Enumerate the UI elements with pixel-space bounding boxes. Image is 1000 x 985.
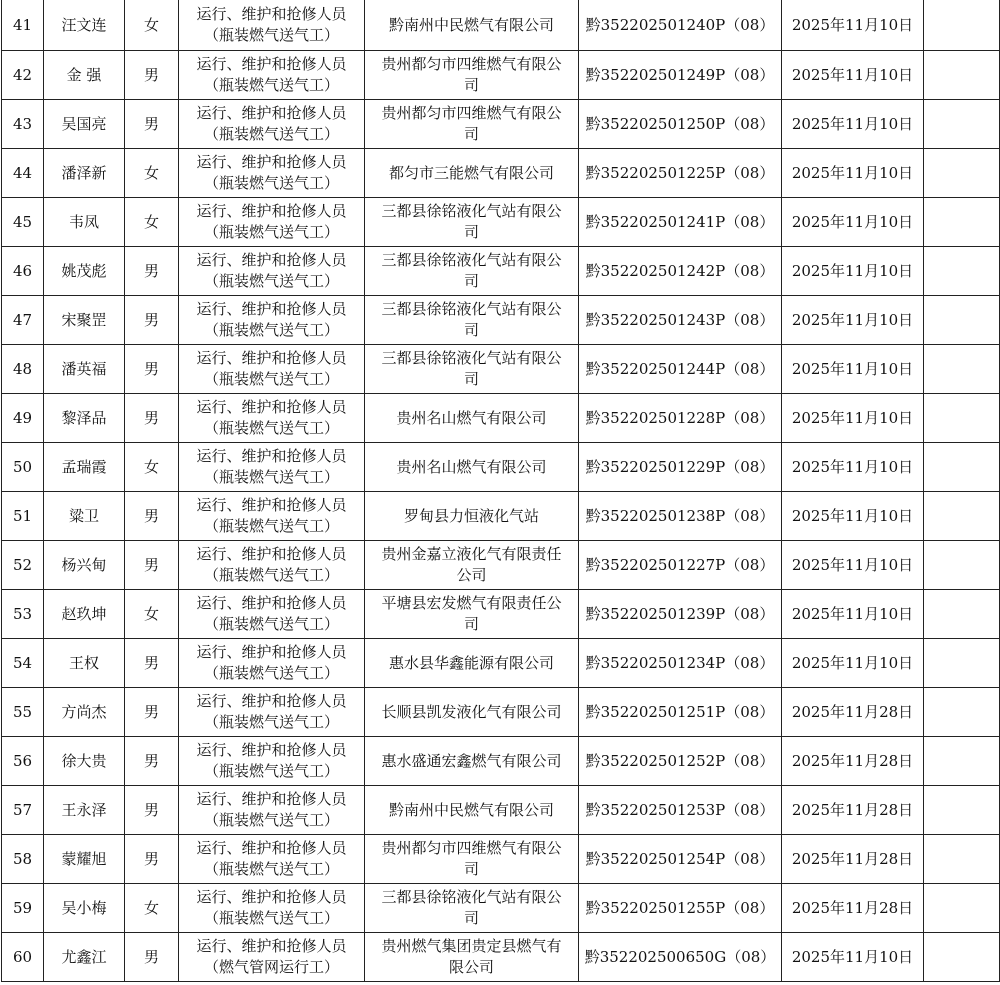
- gender-cell: 女: [125, 590, 179, 639]
- job-category: [179, 100, 365, 149]
- issue-date: 2025年11月10日: [782, 247, 924, 296]
- job-category-line2: （瓶装燃气送气工）: [203, 909, 339, 927]
- employer-line2: 司: [463, 76, 479, 94]
- job-category-line2: （瓶装燃气送气工）: [203, 419, 339, 437]
- job-category-line1: 运行、维护和抢修人员: [196, 153, 347, 171]
- employer-name: [365, 296, 579, 345]
- certificate-number: 黔352202501252P（08）: [579, 737, 782, 786]
- employer-line1: 黔南州中民燃气有限公司: [388, 15, 554, 34]
- employer-name: [365, 247, 579, 296]
- employer-name: [365, 590, 579, 639]
- job-category: [179, 835, 365, 884]
- employer-line1: 三都县徐铭液化气站有限公: [381, 251, 562, 269]
- remark-cell: [924, 590, 1000, 639]
- gender-cell: 女: [125, 198, 179, 247]
- person-name: 王永泽: [44, 786, 125, 835]
- issue-date: 2025年11月10日: [782, 541, 924, 590]
- employer-line1: 贵州金嘉立液化气有限责任: [381, 545, 562, 563]
- job-category: [179, 345, 365, 394]
- row-number: 57: [2, 786, 44, 835]
- certificate-number: 黔352202501234P（08）: [579, 639, 782, 688]
- employer-line1: 贵州都匀市四维燃气有限公: [381, 55, 562, 73]
- job-category-line1: 运行、维护和抢修人员: [196, 643, 347, 661]
- issue-date: 2025年11月10日: [782, 590, 924, 639]
- certificate-number: 黔352202501241P（08）: [579, 198, 782, 247]
- row-number: 49: [2, 394, 44, 443]
- employer-line1: 惠水县华鑫能源有限公司: [388, 653, 554, 672]
- employer-line2: 司: [463, 125, 479, 143]
- certificate-number: 黔352202501239P（08）: [579, 590, 782, 639]
- person-name: 杨兴甸: [44, 541, 125, 590]
- job-category: [179, 247, 365, 296]
- person-name: 方尚杰: [44, 688, 125, 737]
- issue-date: 2025年11月28日: [782, 835, 924, 884]
- remark-cell: [924, 345, 1000, 394]
- gender-cell: 男: [125, 394, 179, 443]
- employer-name: [365, 492, 579, 541]
- person-name: 宋聚罡: [44, 296, 125, 345]
- employer-name: [365, 0, 579, 51]
- certificate-number: 黔352202501255P（08）: [579, 884, 782, 933]
- issue-date: 2025年11月10日: [782, 100, 924, 149]
- table-row: [2, 786, 1000, 835]
- employer-line1: 三都县徐铭液化气站有限公: [381, 300, 562, 318]
- remark-cell: [924, 394, 1000, 443]
- person-name: 姚茂彪: [44, 247, 125, 296]
- certificate-number: 黔352202501228P（08）: [579, 394, 782, 443]
- employer-name: [365, 394, 579, 443]
- issue-date: 2025年11月10日: [782, 492, 924, 541]
- job-category-line2: （燃气管网运行工）: [203, 958, 339, 976]
- job-category-line2: （瓶装燃气送气工）: [203, 664, 339, 682]
- table-row: [2, 198, 1000, 247]
- table-row: [2, 51, 1000, 100]
- job-category: [179, 51, 365, 100]
- issue-date: 2025年11月28日: [782, 688, 924, 737]
- gender-cell: 男: [125, 247, 179, 296]
- employer-line1: 罗甸县力恒液化气站: [403, 506, 539, 525]
- person-name: 尤鑫江: [44, 933, 125, 982]
- row-number: 46: [2, 247, 44, 296]
- employer-name: [365, 639, 579, 688]
- employer-name: [365, 51, 579, 100]
- certificate-number: 黔352202501227P（08）: [579, 541, 782, 590]
- job-category: [179, 688, 365, 737]
- certificate-number: 黔352202501238P（08）: [579, 492, 782, 541]
- issue-date: 2025年11月10日: [782, 51, 924, 100]
- employer-name: [365, 884, 579, 933]
- issue-date: 2025年11月10日: [782, 296, 924, 345]
- job-category: [179, 0, 365, 51]
- employer-line1: 惠水盛通宏鑫燃气有限公司: [381, 751, 562, 770]
- certificate-number: 黔352202501253P（08）: [579, 786, 782, 835]
- certificate-number: 黔352202501229P（08）: [579, 443, 782, 492]
- employer-name: [365, 688, 579, 737]
- job-category-line1: 运行、维护和抢修人员: [196, 55, 347, 73]
- remark-cell: [924, 100, 1000, 149]
- person-name: 韦凤: [44, 198, 125, 247]
- row-number: 59: [2, 884, 44, 933]
- issue-date: 2025年11月28日: [782, 786, 924, 835]
- employer-line2: 司: [463, 860, 479, 878]
- person-name: 粱卫: [44, 492, 125, 541]
- issue-date: 2025年11月10日: [782, 443, 924, 492]
- employer-line1: 贵州燃气集团贵定县燃气有: [381, 937, 562, 955]
- row-number: 55: [2, 688, 44, 737]
- roster-table: [1, 0, 1000, 982]
- person-name: 黎泽品: [44, 394, 125, 443]
- job-category-line2: （瓶装燃气送气工）: [203, 223, 339, 241]
- job-category-line2: （瓶装燃气送气工）: [203, 468, 339, 486]
- gender-cell: 男: [125, 492, 179, 541]
- job-category-line1: 运行、维护和抢修人员: [196, 545, 347, 563]
- job-category-line2: （瓶装燃气送气工）: [203, 762, 339, 780]
- employer-line2: 司: [463, 909, 479, 927]
- certificate-number: 黔352202501225P（08）: [579, 149, 782, 198]
- remark-cell: [924, 51, 1000, 100]
- remark-cell: [924, 0, 1000, 51]
- table-row: [2, 394, 1000, 443]
- job-category-line2: （瓶装燃气送气工）: [203, 566, 339, 584]
- person-name: 潘泽新: [44, 149, 125, 198]
- row-number: 53: [2, 590, 44, 639]
- employer-name: [365, 737, 579, 786]
- job-category-line1: 运行、维护和抢修人员: [196, 104, 347, 122]
- remark-cell: [924, 835, 1000, 884]
- issue-date: 2025年11月10日: [782, 0, 924, 51]
- job-category-line1: 运行、维护和抢修人员: [196, 447, 347, 465]
- issue-date: 2025年11月10日: [782, 394, 924, 443]
- issue-date: 2025年11月10日: [782, 933, 924, 982]
- gender-cell: 男: [125, 933, 179, 982]
- gender-cell: 男: [125, 835, 179, 884]
- person-name: 王权: [44, 639, 125, 688]
- job-category-line1: 运行、维护和抢修人员: [196, 202, 347, 220]
- employer-name: [365, 835, 579, 884]
- employer-line2: 公司: [456, 566, 487, 584]
- remark-cell: [924, 639, 1000, 688]
- job-category-line2: （瓶装燃气送气工）: [203, 125, 339, 143]
- employer-line2: 司: [463, 272, 479, 290]
- issue-date: 2025年11月10日: [782, 149, 924, 198]
- job-category-line1: 运行、维护和抢修人员: [196, 741, 347, 759]
- job-category-line1: 运行、维护和抢修人员: [196, 692, 347, 710]
- remark-cell: [924, 198, 1000, 247]
- job-category: [179, 639, 365, 688]
- person-name: 孟瑞霞: [44, 443, 125, 492]
- issue-date: 2025年11月28日: [782, 884, 924, 933]
- job-category-line1: 运行、维护和抢修人员: [196, 398, 347, 416]
- table-row: [2, 688, 1000, 737]
- employer-name: [365, 198, 579, 247]
- table-row: [2, 100, 1000, 149]
- table-row: [2, 884, 1000, 933]
- table-row: [2, 443, 1000, 492]
- employer-line1: 三都县徐铭液化气站有限公: [381, 349, 562, 367]
- job-category: [179, 884, 365, 933]
- gender-cell: 男: [125, 639, 179, 688]
- row-number: 42: [2, 51, 44, 100]
- person-name: 蒙耀旭: [44, 835, 125, 884]
- employer-line2: 司: [463, 615, 479, 633]
- issue-date: 2025年11月10日: [782, 198, 924, 247]
- table-row: [2, 296, 1000, 345]
- employer-line2: 司: [463, 321, 479, 339]
- gender-cell: 男: [125, 688, 179, 737]
- roster-body: [2, 0, 1000, 982]
- gender-cell: 男: [125, 786, 179, 835]
- certificate-number: 黔352202501250P（08）: [579, 100, 782, 149]
- job-category: [179, 786, 365, 835]
- job-category-line2: （瓶装燃气送气工）: [203, 370, 339, 388]
- remark-cell: [924, 786, 1000, 835]
- row-number: 60: [2, 933, 44, 982]
- row-number: 50: [2, 443, 44, 492]
- employer-line1: 平塘县宏发燃气有限责任公: [381, 594, 562, 612]
- table-row: [2, 835, 1000, 884]
- person-name: 金 强: [44, 51, 125, 100]
- job-category-line2: （瓶装燃气送气工）: [203, 811, 339, 829]
- employer-name: [365, 541, 579, 590]
- employer-name: [365, 100, 579, 149]
- gender-cell: 男: [125, 100, 179, 149]
- job-category: [179, 541, 365, 590]
- remark-cell: [924, 296, 1000, 345]
- employer-name: [365, 345, 579, 394]
- job-category: [179, 296, 365, 345]
- gender-cell: 女: [125, 149, 179, 198]
- remark-cell: [924, 688, 1000, 737]
- gender-cell: 男: [125, 737, 179, 786]
- job-category-line1: 运行、维护和抢修人员: [196, 888, 347, 906]
- table-row: [2, 492, 1000, 541]
- person-name: 汪文连: [44, 0, 125, 51]
- remark-cell: [924, 149, 1000, 198]
- table-row: [2, 933, 1000, 982]
- employer-name: [365, 443, 579, 492]
- job-category-line2: （瓶装燃气送气工）: [203, 860, 339, 878]
- row-number: 48: [2, 345, 44, 394]
- job-category-line1: 运行、维护和抢修人员: [196, 594, 347, 612]
- row-number: 44: [2, 149, 44, 198]
- table-row: [2, 639, 1000, 688]
- gender-cell: 男: [125, 345, 179, 394]
- row-number: 52: [2, 541, 44, 590]
- gender-cell: 男: [125, 541, 179, 590]
- job-category: [179, 149, 365, 198]
- employer-line1: 三都县徐铭液化气站有限公: [381, 888, 562, 906]
- job-category-line2: （瓶装燃气送气工）: [203, 321, 339, 339]
- employer-line2: 司: [463, 370, 479, 388]
- job-category-line1: 运行、维护和抢修人员: [196, 251, 347, 269]
- table-row: [2, 345, 1000, 394]
- remark-cell: [924, 492, 1000, 541]
- row-number: 56: [2, 737, 44, 786]
- job-category-line2: （瓶装燃气送气工）: [203, 26, 339, 44]
- employer-name: [365, 933, 579, 982]
- employer-name: [365, 149, 579, 198]
- person-name: 赵玖坤: [44, 590, 125, 639]
- issue-date: 2025年11月10日: [782, 639, 924, 688]
- job-category: [179, 443, 365, 492]
- row-number: 58: [2, 835, 44, 884]
- table-row: [2, 590, 1000, 639]
- job-category-line2: （瓶装燃气送气工）: [203, 272, 339, 290]
- job-category-line1: 运行、维护和抢修人员: [196, 839, 347, 857]
- job-category-line2: （瓶装燃气送气工）: [203, 615, 339, 633]
- certificate-number: 黔352202501249P（08）: [579, 51, 782, 100]
- job-category: [179, 737, 365, 786]
- job-category: [179, 590, 365, 639]
- job-category: [179, 198, 365, 247]
- remark-cell: [924, 541, 1000, 590]
- remark-cell: [924, 933, 1000, 982]
- row-number: 47: [2, 296, 44, 345]
- person-name: 吴小梅: [44, 884, 125, 933]
- job-category-line1: 运行、维护和抢修人员: [196, 349, 347, 367]
- job-category: [179, 394, 365, 443]
- employer-line1: 长顺县凯发液化气有限公司: [381, 702, 562, 721]
- gender-cell: 女: [125, 0, 179, 51]
- employer-line2: 限公司: [448, 958, 494, 976]
- job-category-line2: （瓶装燃气送气工）: [203, 517, 339, 535]
- table-row: [2, 541, 1000, 590]
- job-category-line1: 运行、维护和抢修人员: [196, 937, 347, 955]
- remark-cell: [924, 443, 1000, 492]
- job-category-line1: 运行、维护和抢修人员: [196, 790, 347, 808]
- table-row: [2, 247, 1000, 296]
- certificate-number: 黔352202501243P（08）: [579, 296, 782, 345]
- gender-cell: 男: [125, 296, 179, 345]
- employer-name: [365, 786, 579, 835]
- job-category-line1: 运行、维护和抢修人员: [196, 496, 347, 514]
- remark-cell: [924, 884, 1000, 933]
- job-category-line1: 运行、维护和抢修人员: [196, 300, 347, 318]
- row-number: 41: [2, 0, 44, 51]
- person-name: 潘英福: [44, 345, 125, 394]
- remark-cell: [924, 737, 1000, 786]
- employer-line1: 都匀市三能燃气有限公司: [388, 163, 554, 182]
- job-category: [179, 492, 365, 541]
- certificate-number: 黔352202501254P（08）: [579, 835, 782, 884]
- job-category-line2: （瓶装燃气送气工）: [203, 76, 339, 94]
- table-row: [2, 737, 1000, 786]
- employer-line1: 贵州名山燃气有限公司: [396, 457, 547, 476]
- certificate-number: 黔352202501240P（08）: [579, 0, 782, 51]
- employer-line2: 司: [463, 223, 479, 241]
- person-name: 徐大贵: [44, 737, 125, 786]
- remark-cell: [924, 247, 1000, 296]
- employer-line1: 黔南州中民燃气有限公司: [388, 800, 554, 819]
- row-number: 54: [2, 639, 44, 688]
- employer-line1: 贵州都匀市四维燃气有限公: [381, 839, 562, 857]
- certificate-number: 黔352202501242P（08）: [579, 247, 782, 296]
- employer-line1: 贵州都匀市四维燃气有限公: [381, 104, 562, 122]
- certificate-number: 黔352202501251P（08）: [579, 688, 782, 737]
- employer-line1: 贵州名山燃气有限公司: [396, 408, 547, 427]
- person-name: 吴国亮: [44, 100, 125, 149]
- issue-date: 2025年11月28日: [782, 737, 924, 786]
- gender-cell: 女: [125, 443, 179, 492]
- gender-cell: 男: [125, 51, 179, 100]
- certificate-number: 黔352202501244P（08）: [579, 345, 782, 394]
- row-number: 45: [2, 198, 44, 247]
- job-category-line2: （瓶装燃气送气工）: [203, 174, 339, 192]
- issue-date: 2025年11月10日: [782, 345, 924, 394]
- gender-cell: 女: [125, 884, 179, 933]
- job-category-line1: 运行、维护和抢修人员: [196, 5, 347, 23]
- job-category: [179, 933, 365, 982]
- job-category-line2: （瓶装燃气送气工）: [203, 713, 339, 731]
- row-number: 51: [2, 492, 44, 541]
- table-row: [2, 149, 1000, 198]
- employer-line1: 三都县徐铭液化气站有限公: [381, 202, 562, 220]
- table-row: [2, 0, 1000, 51]
- row-number: 43: [2, 100, 44, 149]
- certificate-number: 黔352202500650G（08）: [579, 933, 782, 982]
